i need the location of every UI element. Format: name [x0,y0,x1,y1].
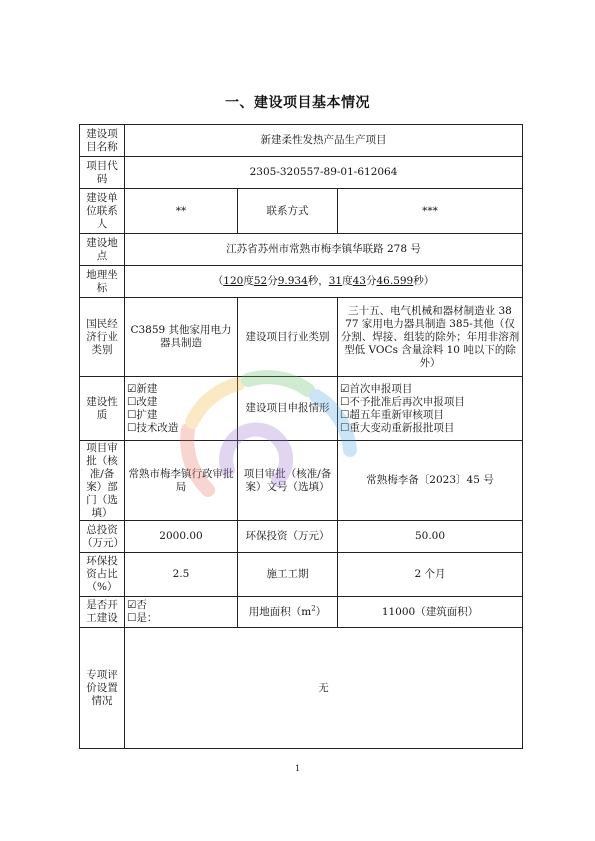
lon-degree: 120 [223,275,244,287]
project-info-table [79,124,523,749]
value-special-eval: 无 [125,628,523,749]
row-project-name [80,125,523,157]
label-industry: 国民经济行业类别 [80,298,125,377]
row-coordinates [80,266,523,298]
row-approval [80,441,523,521]
label-special-eval: 专项评价设置情况 [80,628,125,749]
value-contact-person: ** [125,189,238,234]
lon-second: 9.934 [277,275,308,287]
value-project-name: 新建柔性发热产品生产项目 [125,125,523,157]
label-contact-person: 建设单位联系人 [80,189,125,234]
label-nature: 建设性质 [80,377,125,441]
label-approval-dept: 项目审批（核准/备案）部门（选填） [80,441,125,521]
value-total-investment: 2000.00 [125,521,238,553]
lat-degree: 31 [328,275,343,287]
label-env-ratio: 环保投资占比（%） [80,553,125,597]
row-project-code [80,157,523,189]
coord-open: （ [212,275,224,287]
row-industry [80,298,523,377]
label-env-investment: 环保投资（万元） [238,521,338,553]
row-contact [80,189,523,234]
row-location [80,234,523,266]
land-area-close: ） [315,605,327,618]
value-contact-method: *** [338,189,523,234]
row-special-eval [80,628,523,749]
checkbox-major-change[interactable]: ☐重大变动重新报批项目 [340,421,455,434]
checkbox-five-year-review[interactable]: ☐超五年重新审核项目 [340,408,444,421]
value-land-area: 11000（建筑面积） [338,597,523,628]
checkbox-new-build[interactable]: ☑新建 [127,382,158,395]
label-land-area [238,597,338,628]
row-investment [80,521,523,553]
checkbox-first-declare[interactable]: ☑首次申报项目 [340,382,413,395]
value-industry: C3859 其他家用电力器具制造 [125,298,238,377]
coord-degree-unit: 度 [243,275,254,287]
coord-second-unit: 秒， [307,275,329,287]
section-title: 一、建设项目基本情况 [225,95,370,111]
label-coordinates: 地理坐标 [80,266,125,298]
value-project-industry: 三十五、电气机械和器材制造业 38 77 家用电力器具制造 385-其他（仅分割、焊接、组装的除外；年用非溶剂型低 VOCs 含量涂料 10 吨以下的除外） [338,298,523,377]
coord-minute-unit: 分 [267,275,278,287]
label-approval-doc: 项目审批（核准/备案）文号（选填） [238,441,338,521]
value-approval-doc: 常熟梅李备〔2023〕45 号 [338,441,523,521]
coord-minute-unit: 分 [366,275,377,287]
coord-degree-unit: 度 [342,275,353,287]
label-construction-period: 施工工期 [238,553,338,597]
label-project-name: 建设项目名称 [80,125,125,157]
label-project-industry: 建设项目行业类别 [238,298,338,377]
label-started: 是否开工建设 [80,597,125,628]
label-declare: 建设项目申报情形 [238,377,338,441]
declare-options [338,377,523,441]
checkbox-not-started[interactable]: ☑否 [127,599,147,611]
value-coordinates [125,266,523,298]
label-project-code: 项目代码 [80,157,125,189]
lon-minute: 52 [253,275,268,287]
checkbox-expand[interactable]: ☐扩建 [127,408,158,421]
label-total-investment: 总投资（万元） [80,521,125,553]
value-construction-period: 2 个月 [338,553,523,597]
nature-options [125,377,238,441]
row-ratio [80,553,523,597]
label-location: 建设地点 [80,234,125,266]
land-area-text: 用地面积（m [248,605,312,618]
label-contact-method: 联系方式 [238,189,338,234]
value-project-code: 2305-320557-89-01-612064 [125,157,523,189]
checkbox-tech-upgrade[interactable]: ☐技术改造 [127,421,179,434]
lat-second: 46.599 [376,275,414,287]
row-started [80,597,523,628]
value-env-ratio: 2.5 [125,553,238,597]
page-number: 1 [294,764,301,773]
value-env-investment: 50.00 [338,521,523,553]
started-options [125,597,238,628]
checkbox-rebuild[interactable]: ☐改建 [127,395,158,408]
value-approval-dept: 常熟市梅李镇行政审批局 [125,441,238,521]
row-nature [80,377,523,441]
checkbox-redeclare[interactable]: ☐不予批准后再次申报项目 [340,395,465,408]
checkbox-started[interactable]: ☐是： [127,612,158,624]
value-location: 江苏省苏州市常熟市梅李镇华联路 278 号 [125,234,523,266]
coord-close: 秒） [413,275,435,287]
lat-minute: 43 [352,275,366,287]
land-area-sup: 2 [311,604,316,612]
